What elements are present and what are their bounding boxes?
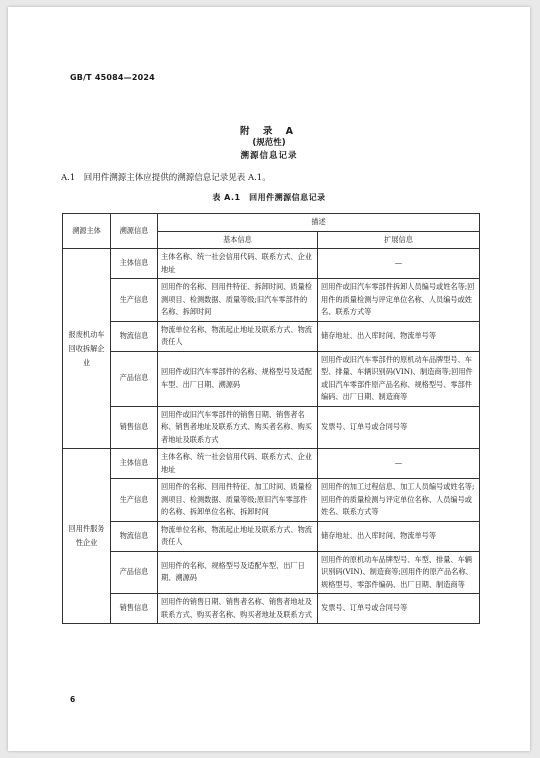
table-row <box>63 279 480 322</box>
info-type-cell: 销售信息 <box>111 594 158 624</box>
basic-info-cell: 回用件的销售日期、销售者名称、销售者地址及联系方式、购买者名称、购买者地址及联系方式 <box>158 594 318 624</box>
extended-info-cell: — <box>318 449 480 479</box>
basic-info-cell: 主体名称、统一社会信用代码、联系方式、企业地址 <box>158 249 318 279</box>
header-basic-info: 基本信息 <box>158 231 318 249</box>
extended-info-cell: 回用件或旧汽车零部件拆卸人员编号或姓名等;回用件的质量检测与评定单位名称、人员编号或姓名、联系方式等 <box>318 279 480 322</box>
table-row <box>63 551 480 594</box>
header-info: 溯源信息 <box>111 214 158 249</box>
clause-a1: A.1 回用件溯源主体应提供的溯源信息记录见表 A.1。 <box>61 173 271 183</box>
extended-info-cell: 回用件或旧汽车零部件的原机动车品牌型号、车型、排量、车辆识别码(VIN)、制造商等;回用件或旧汽车零部件原产品名称、规格型号、零部件编码、出厂日期、制造商等 <box>318 351 480 406</box>
extended-info-cell: 发票号、订单号或合同号等 <box>318 406 480 449</box>
subject-cell: 报废机动车回收拆解企业 <box>63 249 111 449</box>
table-row <box>63 594 480 624</box>
table-row <box>63 479 480 522</box>
header-description: 描述 <box>158 214 480 232</box>
appendix-nature: (规范性) <box>252 138 286 148</box>
table-row <box>63 249 480 279</box>
extended-info-cell: — <box>318 249 480 279</box>
basic-info-cell: 回用件或旧汽车零部件的名称、规格型号及适配车型、出厂日期、溯源码 <box>158 351 318 406</box>
info-type-cell: 主体信息 <box>111 449 158 479</box>
info-type-cell: 生产信息 <box>111 479 158 522</box>
traceability-table <box>62 213 480 624</box>
table-row <box>63 321 480 351</box>
extended-info-cell: 储存地址、出入库时间、物流单号等 <box>318 321 480 351</box>
info-type-cell: 产品信息 <box>111 551 158 594</box>
extended-info-cell: 发票号、订单号或合同号等 <box>318 594 480 624</box>
basic-info-cell: 物流单位名称、物流起止地址及联系方式、物流责任人 <box>158 321 318 351</box>
table-row <box>63 449 480 479</box>
info-type-cell: 物流信息 <box>111 321 158 351</box>
extended-info-cell: 回用件的加工过程信息、加工人员编号或姓名等;回用件的质量检测与评定单位名称、人员编号或姓名、联系方式等 <box>318 479 480 522</box>
basic-info-cell: 回用件的名称、回用件特征、加工时间、质量检测项目、检测数据、质量等级;原旧汽车零部件的名称、拆卸单位名称、拆卸时间 <box>158 479 318 522</box>
basic-info-cell: 回用件的名称、回用件特征、拆卸时间、质量检测项目、检测数据、质量等级;旧汽车零部件的名称、拆卸时间 <box>158 279 318 322</box>
info-type-cell: 销售信息 <box>111 406 158 449</box>
table-row <box>63 406 480 449</box>
info-type-cell: 产品信息 <box>111 351 158 406</box>
page-number: 6 <box>70 695 76 704</box>
appendix-name: 溯源信息记录 <box>240 151 298 161</box>
extended-info-cell: 储存地址、出入库时间、物流单号等 <box>318 521 480 551</box>
info-type-cell: 生产信息 <box>111 279 158 322</box>
standard-code: GB/T 45084—2024 <box>70 73 155 82</box>
basic-info-cell: 物流单位名称、物流起止地址及联系方式、物流责任人 <box>158 521 318 551</box>
basic-info-cell: 主体名称、统一社会信用代码、联系方式、企业地址 <box>158 449 318 479</box>
extended-info-cell: 回用件的原机动车品牌型号、车型、排量、车辆识别码(VIN)、制造商等;回用件的原产品名称、规格型号、零部件编码、出厂日期、制造商等 <box>318 551 480 594</box>
subject-cell: 回用件服务性企业 <box>63 449 111 624</box>
table-row <box>63 521 480 551</box>
info-type-cell: 物流信息 <box>111 521 158 551</box>
document-page <box>8 7 530 751</box>
header-extended-info: 扩展信息 <box>318 231 480 249</box>
table-caption: 表 A.1 回用件溯源信息记录 <box>212 193 326 202</box>
header-subject: 溯源主体 <box>63 214 111 249</box>
basic-info-cell: 回用件的名称、规格型号及适配车型、出厂日期、溯源码 <box>158 551 318 594</box>
info-type-cell: 主体信息 <box>111 249 158 279</box>
basic-info-cell: 回用件或旧汽车零部件的销售日期、销售者名称、销售者地址及联系方式、购买者名称、购买者地址及联系方式 <box>158 406 318 449</box>
appendix-title: 附 录 A <box>240 126 298 137</box>
table-row <box>63 351 480 406</box>
